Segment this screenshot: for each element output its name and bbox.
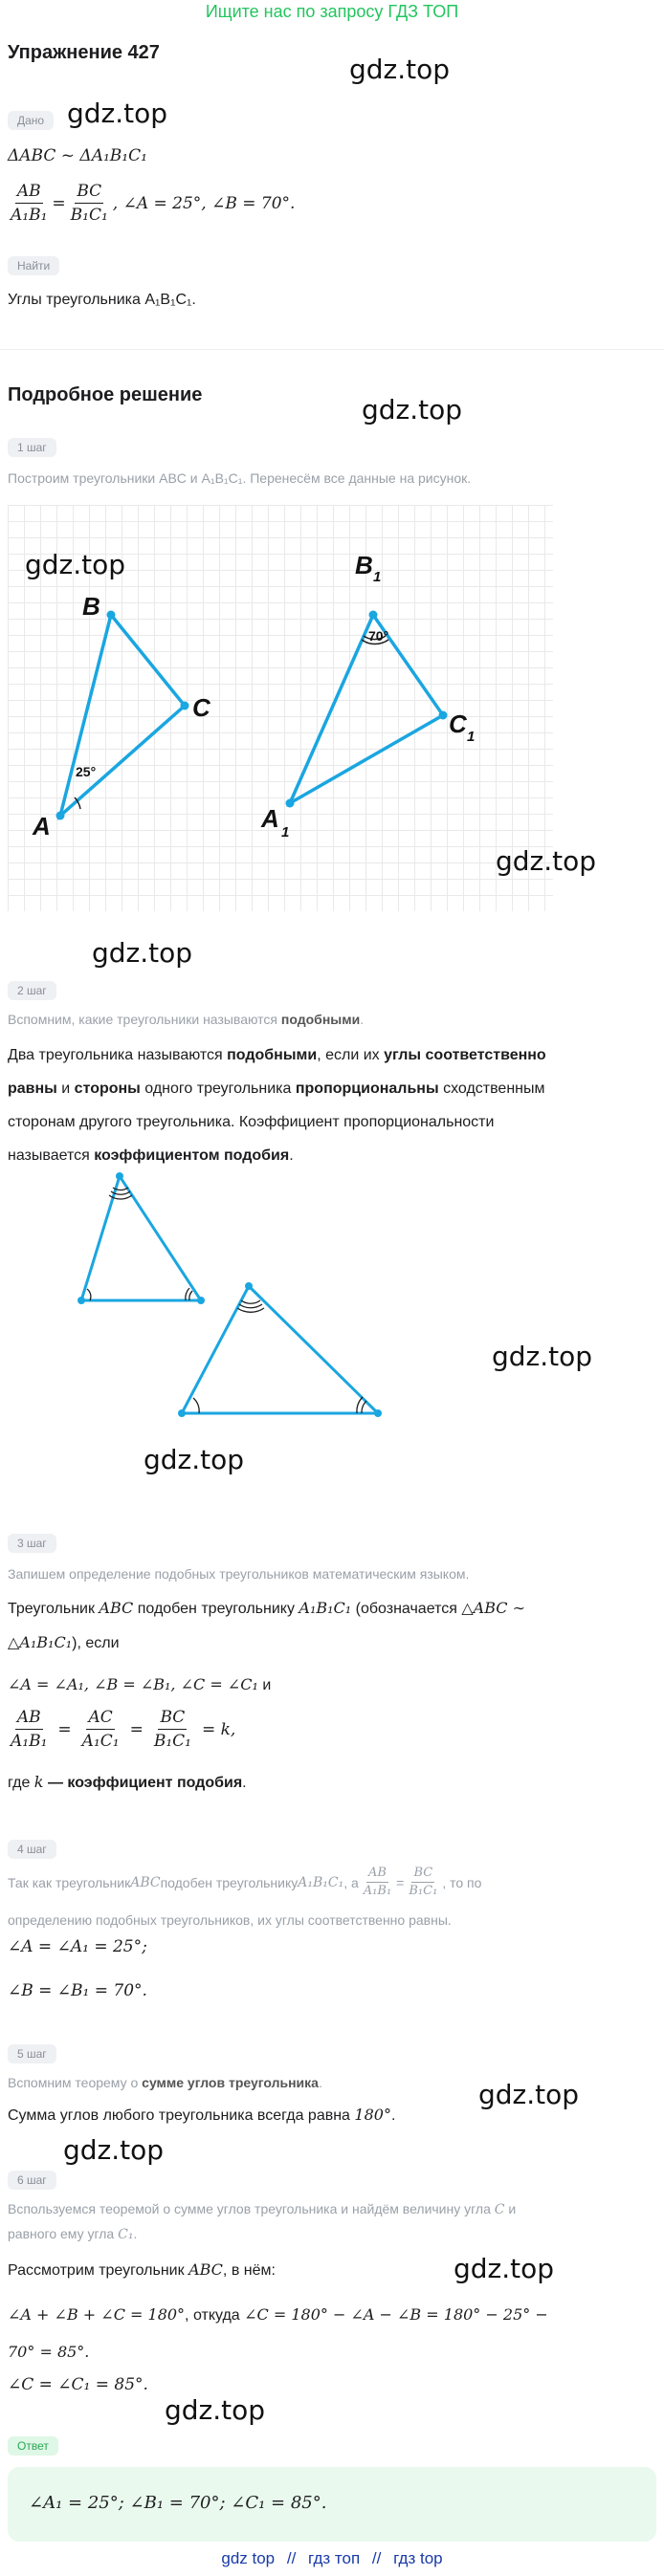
given-similarity: ΔABC ~ ΔA₁B₁C₁ xyxy=(8,146,147,165)
watermark: gdz.top xyxy=(144,1444,245,1475)
vertex-b xyxy=(107,611,116,620)
vertex xyxy=(374,1409,382,1417)
angle-mark xyxy=(193,1398,199,1413)
step-3-ratios: $\frac{AB}{\text{A₁B₁}}$ = $\frac{AC}{\text{A₁C₁}}$ = $\frac{BC}{\text{B₁C₁}}$ = k, xyxy=(11,1708,236,1751)
step-6-intro-1: Вспользуемся теоремой о сумме углов треугольника и найдём величину угла C и xyxy=(8,2201,517,2217)
figure-2-similar-triangles xyxy=(57,1157,402,1425)
step-6-calculation: ∠A + ∠B + ∠C = 180°, откуда ∠C = 180° − ∠A − ∠B = 180° − 25° − 70° = 85°. xyxy=(8,2305,548,2361)
angle-mark xyxy=(237,1308,264,1312)
step-3-label: 3 шаг xyxy=(8,1534,56,1553)
exercise-title: Упражнение 427 xyxy=(8,42,160,63)
watermark: gdz.top xyxy=(349,54,451,85)
step-2-definition: Два треугольника называются подобными, если их углы соответственно равны и стороны одного треугольника пропорциональны сходственным сторонам другого треугольника. Коэффициент пропорциональности называется коэффициентом подобия. xyxy=(8,1047,546,1164)
label-a1: A xyxy=(261,804,279,833)
small-triangle xyxy=(81,1176,201,1300)
step-1-text: Построим треугольники ABC и A₁B₁C₁. Перенесём все данные на рисунок. xyxy=(8,470,472,486)
fraction: $\frac{AB}{\text{A₁B₁}}$ xyxy=(363,1866,392,1898)
fraction: $\frac{AC}{\text{A₁C₁}}$ xyxy=(81,1708,120,1751)
vertex xyxy=(178,1409,186,1417)
step-6-consider: Рассмотрим треугольник ABC, в нём: xyxy=(8,2260,276,2279)
step-3-angles: ∠A = ∠A₁, ∠B = ∠B₁, ∠C = ∠C₁ и xyxy=(8,1675,272,1693)
link-separator: // xyxy=(371,2549,382,2567)
label-c1-sub: 1 xyxy=(467,729,476,745)
label-c: C xyxy=(192,693,210,722)
step-1-label: 1 шаг xyxy=(8,438,56,457)
vertex-c1 xyxy=(439,711,448,720)
fraction: $\frac{AB}{\text{A₁B₁}}$ xyxy=(11,1708,48,1751)
find-text: Углы треугольника A₁B₁C₁. xyxy=(8,292,196,308)
large-triangle xyxy=(182,1286,378,1413)
step-5-intro: Вспомним теорему о сумме углов треугольника. xyxy=(8,2075,322,2090)
watermark: gdz.top xyxy=(496,845,597,877)
top-search-link[interactable]: Ищите нас по запросу ГДЗ ТОП xyxy=(205,2,459,21)
watermark: gdz.top xyxy=(25,549,126,580)
step-5-text: Сумма углов любого треугольника всегда равна 180°. xyxy=(8,2106,396,2124)
vertex-a xyxy=(56,812,65,820)
step-3-definition: Треугольник ABC подобен треугольнику A₁B₁C₁ (обозначается △ABC ∼ △A₁B₁C₁), если xyxy=(8,1599,525,1651)
step-3-coefficient: где k — коэффициент подобия. xyxy=(8,1773,247,1791)
triangle-abc xyxy=(60,615,185,816)
link-separator: // xyxy=(286,2549,297,2567)
bottom-link[interactable]: гдз топ xyxy=(308,2549,361,2567)
angle-a-value: 25° xyxy=(76,764,97,779)
watermark: gdz.top xyxy=(362,394,463,426)
bottom-link[interactable]: гдз top xyxy=(393,2549,443,2567)
label-a: A xyxy=(33,812,51,840)
label-b: B xyxy=(82,592,100,621)
angle-mark xyxy=(239,1304,262,1308)
step-4-eq-1: ∠A = ∠A₁ = 25°; xyxy=(8,1937,147,1956)
angle-mark xyxy=(241,1300,260,1303)
vertex-a1 xyxy=(286,799,295,808)
bottom-link[interactable]: gdz top xyxy=(221,2549,276,2567)
step-4-intro-2: определению подобных треугольников, их углы соответственно равны. xyxy=(8,1912,452,1928)
watermark: gdz.top xyxy=(63,2134,165,2166)
label-b1: B xyxy=(355,551,373,579)
label-c1: C xyxy=(449,709,467,738)
vertex-b1 xyxy=(369,611,378,620)
fraction: $\frac{AB}{\text{A₁B₁}}$ xyxy=(11,182,48,225)
vertex-c xyxy=(181,702,189,710)
watermark: gdz.top xyxy=(454,2253,555,2284)
step-6-label: 6 шаг xyxy=(8,2171,56,2190)
step-6-result: ∠C = ∠C₁ = 85°. xyxy=(8,2375,148,2394)
vertex xyxy=(245,1282,253,1290)
divider xyxy=(0,349,664,350)
solution-title: Подробное решение xyxy=(8,384,203,405)
step-2-label: 2 шаг xyxy=(8,981,56,1000)
answer-box xyxy=(8,2467,656,2542)
vertex xyxy=(197,1297,205,1304)
watermark: gdz.top xyxy=(492,1341,593,1372)
step-5-label: 5 шаг xyxy=(8,2044,56,2063)
given-ratios: $\frac{AB}{\text{A₁B₁}}$ = $\frac{BC}{\text{B₁C₁}}$ , ∠A = 25°, ∠B = 70°. xyxy=(11,182,296,225)
fraction: $\frac{BC}{\text{B₁C₁}}$ xyxy=(70,182,108,225)
find-label: Найти xyxy=(8,256,59,275)
answer-label: Ответ xyxy=(8,2436,58,2456)
bottom-links xyxy=(0,2549,664,2568)
label-b1-sub: 1 xyxy=(373,569,382,585)
watermark: gdz.top xyxy=(67,98,168,129)
answer-text: ∠A₁ = 25°; ∠B₁ = 70°; ∠C₁ = 85°. xyxy=(29,2493,327,2513)
vertex xyxy=(77,1297,85,1304)
step-4-intro: Так как треугольник ABC подобен треугольнику A₁B₁C₁ , а $\frac{AB}{\text{A₁B₁}}$ = $\frac{BC}{\text{B₁C₁}}$ , то по xyxy=(8,1866,482,1898)
vertex xyxy=(116,1172,123,1180)
step-2-intro: Вспомним, какие треугольники называются подобными. xyxy=(8,1012,365,1027)
fraction: $\frac{BC}{\text{B₁C₁}}$ xyxy=(409,1866,438,1898)
step-4-eq-2: ∠B = ∠B₁ = 70°. xyxy=(8,1981,147,2000)
angle-b1-value: 70° xyxy=(368,628,389,644)
step-3-intro: Запишем определение подобных треугольников математическим языком. xyxy=(8,1566,470,1582)
step-6-intro-2: равного ему угла C₁. xyxy=(8,2226,138,2242)
label-a1-sub: 1 xyxy=(281,824,290,840)
angle-mark xyxy=(87,1289,91,1300)
watermark: gdz.top xyxy=(478,2079,580,2110)
given-label: Дано xyxy=(8,111,54,130)
fraction: $\frac{BC}{\text{B₁C₁}}$ xyxy=(153,1708,191,1751)
figure-1-triangles xyxy=(8,505,553,911)
watermark: gdz.top xyxy=(92,937,193,969)
step-4-label: 4 шаг xyxy=(8,1840,56,1859)
watermark: gdz.top xyxy=(165,2394,266,2426)
